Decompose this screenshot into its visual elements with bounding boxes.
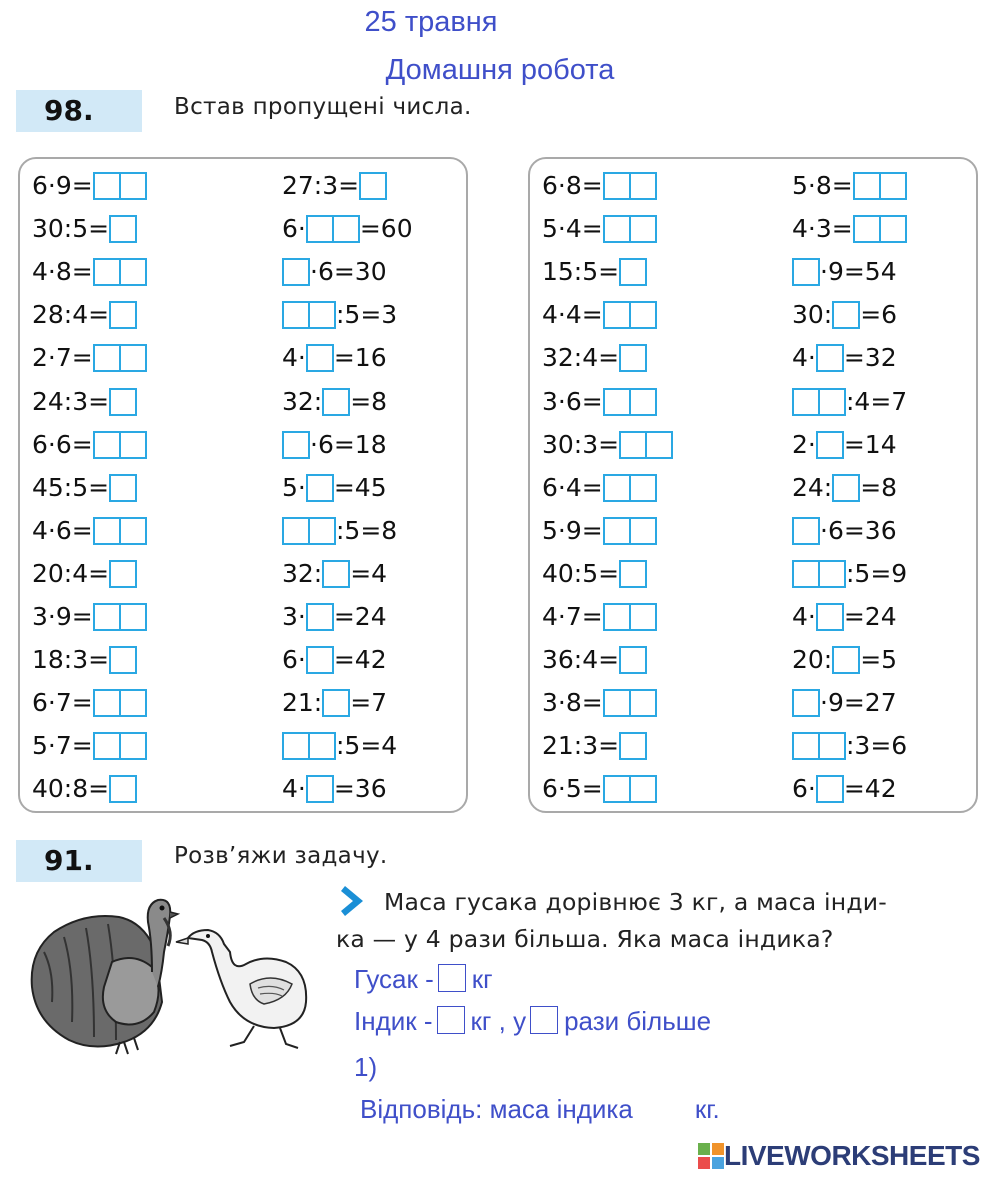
answer-box[interactable] (619, 646, 647, 674)
exercise-row (32, 600, 147, 632)
logo-blocks-icon (698, 1143, 724, 1169)
exercise-row (282, 729, 397, 761)
answer-box[interactable] (306, 646, 334, 674)
expression-suffix: ·9=27 (820, 688, 897, 718)
exercise-row (542, 514, 657, 546)
exercise-row (282, 255, 387, 287)
expression-suffix: :4=7 (846, 386, 908, 416)
problem-text-line-2: ка — у 4 рази більша. Яка маса індика? (336, 925, 834, 953)
answer-box[interactable] (631, 301, 657, 329)
exercise-row (282, 514, 397, 546)
logo-text: LIVEWORKSHEETS (724, 1140, 980, 1171)
expression-suffix: ·6=18 (310, 429, 387, 459)
exercise-row (792, 255, 897, 287)
expression-prefix: 32: (282, 558, 323, 588)
exercise-row (32, 471, 137, 503)
answer-box[interactable] (816, 344, 844, 372)
expression-suffix: =45 (333, 472, 387, 502)
expression-prefix: 4· (792, 343, 816, 373)
expression-prefix: 21: (282, 688, 323, 718)
answer-box[interactable] (93, 603, 121, 631)
expression-suffix: :5=8 (336, 515, 398, 545)
answer-box[interactable] (853, 172, 881, 200)
answer-box[interactable] (792, 388, 820, 416)
exercise-row (282, 557, 387, 589)
exercise-row (542, 385, 657, 417)
exercise-row (792, 385, 907, 417)
answer-box[interactable] (853, 215, 881, 243)
answer-box[interactable] (109, 646, 137, 674)
exercise-row (792, 772, 897, 804)
answer-box[interactable] (121, 344, 147, 372)
answer-box[interactable] (109, 215, 137, 243)
answer-box[interactable] (832, 646, 860, 674)
exercise-row (542, 212, 657, 244)
answer-box[interactable] (93, 689, 121, 717)
goose-mass-line (354, 964, 493, 995)
expression-prefix: 21:3= (542, 731, 620, 761)
expression-prefix: 4·8= (32, 257, 93, 287)
exercise-row (282, 169, 387, 201)
answer-box[interactable] (121, 603, 147, 631)
exercise-row (542, 686, 657, 718)
exercise-row (542, 772, 657, 804)
expression-suffix: =36 (333, 774, 387, 804)
expression-prefix: 4·3= (792, 214, 853, 244)
answer-box[interactable] (334, 215, 360, 243)
exercise-row (792, 514, 897, 546)
answer-box[interactable] (820, 388, 846, 416)
expression-suffix: ·6=30 (310, 257, 387, 287)
expression-prefix: 20: (792, 645, 833, 675)
answer-box[interactable] (792, 689, 820, 717)
expression-suffix: =24 (333, 602, 387, 631)
answer-box[interactable] (631, 474, 657, 502)
exercise-row (542, 471, 657, 503)
goose-label: Гусак - (354, 964, 434, 994)
answer-box[interactable] (322, 388, 350, 416)
exercise-row (792, 557, 907, 589)
task-98-title: Встав пропущені числа. (174, 94, 472, 120)
expression-suffix: =8 (350, 386, 388, 416)
exercise-row (282, 212, 413, 244)
answer-box[interactable] (121, 517, 147, 545)
exercise-row (32, 298, 137, 330)
times-more-input[interactable] (530, 1006, 558, 1034)
expression-prefix: 4· (282, 343, 306, 373)
exercise-row (32, 729, 147, 761)
exercise-row (542, 557, 647, 589)
answer-box[interactable] (832, 301, 860, 329)
expression-prefix: 5·8= (792, 171, 853, 200)
exercise-row (32, 212, 137, 244)
answer-box[interactable] (603, 603, 631, 631)
turkey-mass-line (354, 1006, 711, 1037)
expression-suffix: :5=9 (846, 558, 908, 588)
homework-heading: Домашня робота (385, 54, 615, 86)
answer-box[interactable] (619, 431, 647, 459)
exercise-row (542, 428, 673, 460)
answer-box[interactable] (631, 689, 657, 717)
expression-prefix: 6·8= (542, 171, 603, 200)
answer-box[interactable] (619, 560, 647, 588)
expression-prefix: 4·4= (542, 300, 603, 330)
exercise-row (792, 298, 897, 330)
exercise-row (32, 169, 147, 201)
answer-box[interactable] (306, 474, 334, 502)
answer-box[interactable] (306, 603, 334, 631)
answer-box[interactable] (647, 431, 673, 459)
expression-suffix: =42 (333, 645, 387, 675)
expression-prefix: 4· (282, 774, 306, 804)
expression-prefix: 18:3= (32, 645, 110, 675)
exercise-panel-left (18, 157, 468, 813)
expression-suffix: ·9=54 (820, 257, 897, 287)
turkey-icon (32, 900, 178, 1054)
expression-prefix: 4· (792, 602, 816, 631)
expression-prefix: 3· (282, 602, 306, 631)
answer-box[interactable] (121, 172, 147, 200)
answer-box[interactable] (603, 775, 631, 803)
answer-box[interactable] (282, 431, 310, 459)
answer-box[interactable] (631, 172, 657, 200)
expression-prefix: 30:3= (542, 429, 620, 459)
expression-prefix: 2· (792, 429, 816, 459)
expression-suffix: =24 (843, 602, 897, 631)
exercise-row (282, 298, 397, 330)
expression-prefix: 24:3= (32, 386, 110, 416)
exercise-row (792, 471, 897, 503)
goose-mass-input[interactable] (438, 964, 466, 992)
answer-box[interactable] (603, 474, 631, 502)
expression-prefix: 40:5= (542, 558, 620, 588)
expression-suffix: =42 (843, 774, 897, 804)
answer-box[interactable] (820, 560, 846, 588)
answer-box[interactable] (359, 172, 387, 200)
task-91-title: Розв’яжи задачу. (174, 843, 388, 869)
expression-prefix: 40:8= (32, 774, 110, 804)
answer-box[interactable] (322, 560, 350, 588)
answer-box[interactable] (306, 215, 334, 243)
expression-prefix: 15:5= (542, 257, 620, 287)
expression-prefix: 6·7= (32, 688, 93, 718)
answer-text: Відповідь: маса індика (360, 1094, 633, 1124)
step-1-label: 1) (354, 1052, 378, 1082)
exercise-row (282, 643, 387, 675)
answer-box[interactable] (792, 560, 820, 588)
exercise-row (792, 341, 897, 373)
expression-prefix: 4·7= (542, 602, 603, 631)
answer-box[interactable] (603, 388, 631, 416)
answer-box[interactable] (121, 732, 147, 760)
expression-prefix: 28:4= (32, 300, 110, 330)
expression-prefix: 3·8= (542, 688, 603, 718)
expression-suffix: =60 (359, 214, 413, 244)
expression-suffix: :5=3 (336, 300, 398, 330)
exercise-row (792, 600, 897, 632)
exercise-row (282, 600, 387, 632)
expression-prefix: 5·4= (542, 214, 603, 244)
answer-box[interactable] (603, 517, 631, 545)
expression-prefix: 5·9= (542, 515, 603, 545)
exercise-row (542, 169, 657, 201)
answer-box[interactable] (282, 301, 310, 329)
answer-box[interactable] (792, 517, 820, 545)
exercise-row (32, 772, 137, 804)
exercise-row (282, 772, 387, 804)
expression-suffix: =6 (860, 300, 898, 330)
answer-box[interactable] (109, 388, 137, 416)
answer-box[interactable] (619, 344, 647, 372)
answer-line (360, 1094, 720, 1125)
answer-box[interactable] (603, 689, 631, 717)
expression-prefix: 6·5= (542, 774, 603, 804)
exercise-row (792, 212, 907, 244)
answer-box[interactable] (603, 215, 631, 243)
expression-suffix: :5=4 (336, 731, 398, 761)
task-98-number: 98. (16, 90, 142, 132)
problem-text-line-1: Маса гусака дорівнює 3 кг, а маса інди- (384, 888, 887, 916)
expression-suffix: =7 (350, 688, 388, 718)
expression-prefix: 30:5= (32, 214, 110, 244)
answer-box[interactable] (121, 431, 147, 459)
answer-box[interactable] (121, 258, 147, 286)
exercise-row (542, 341, 647, 373)
answer-box[interactable] (93, 258, 121, 286)
expression-prefix: 32:4= (542, 343, 620, 373)
answer-box[interactable] (93, 431, 121, 459)
answer-box[interactable] (792, 258, 820, 286)
expression-prefix: 36:4= (542, 645, 620, 675)
expression-prefix: 6· (282, 214, 306, 244)
exercise-row (542, 298, 657, 330)
exercise-row (282, 341, 387, 373)
expression-prefix: 24: (792, 472, 833, 502)
answer-box[interactable] (282, 517, 310, 545)
expression-prefix: 6·9= (32, 171, 93, 200)
task-91-number: 91. (16, 840, 142, 882)
answer-box[interactable] (631, 517, 657, 545)
answer-box[interactable] (631, 603, 657, 631)
expression-prefix: 6·4= (542, 472, 603, 502)
answer-box[interactable] (619, 732, 647, 760)
answer-box[interactable] (93, 732, 121, 760)
answer-box[interactable] (282, 732, 310, 760)
answer-box[interactable] (816, 431, 844, 459)
exercise-row (32, 643, 137, 675)
answer-box[interactable] (109, 560, 137, 588)
answer-box[interactable] (109, 775, 137, 803)
exercise-row (792, 729, 907, 761)
expression-suffix: =4 (350, 558, 388, 588)
answer-box[interactable] (603, 172, 631, 200)
answer-box[interactable] (93, 344, 121, 372)
exercise-row (792, 686, 897, 718)
exercise-row (32, 428, 147, 460)
expression-prefix: 3·6= (542, 386, 603, 416)
expression-prefix: 2·7= (32, 343, 93, 373)
exercise-row (282, 428, 387, 460)
answer-box[interactable] (121, 689, 147, 717)
answer-box[interactable] (881, 215, 907, 243)
answer-box[interactable] (603, 301, 631, 329)
exercise-row (542, 643, 647, 675)
expression-suffix: :3=6 (846, 731, 908, 761)
answer-box[interactable] (93, 517, 121, 545)
goose-unit: кг (471, 964, 493, 994)
answer-box[interactable] (816, 603, 844, 631)
expression-prefix: 4·6= (32, 515, 93, 545)
exercise-panel-right (528, 157, 978, 813)
expression-prefix: 6· (282, 645, 306, 675)
expression-prefix: 3·9= (32, 602, 93, 631)
answer-box[interactable] (310, 517, 336, 545)
exercise-row (32, 514, 147, 546)
answer-box[interactable] (816, 775, 844, 803)
expression-suffix: =8 (860, 472, 898, 502)
expression-suffix: =32 (843, 343, 897, 373)
exercise-row (792, 428, 897, 460)
exercise-row (542, 255, 647, 287)
exercise-row (282, 385, 387, 417)
answer-box[interactable] (631, 388, 657, 416)
answer-box[interactable] (306, 775, 334, 803)
answer-box[interactable] (310, 732, 336, 760)
exercise-row (792, 643, 897, 675)
expression-prefix: 32: (282, 386, 323, 416)
chevron-right-icon (339, 884, 369, 918)
exercise-row (32, 557, 137, 589)
exercise-row (282, 471, 387, 503)
turkey-unit: кг , у (470, 1006, 527, 1036)
liveworksheets-logo (698, 1140, 980, 1172)
expression-prefix: 45:5= (32, 472, 110, 502)
answer-box[interactable] (306, 344, 334, 372)
expression-prefix: 30: (792, 300, 833, 330)
exercise-row (542, 600, 657, 632)
answer-box[interactable] (619, 258, 647, 286)
expression-suffix: =14 (843, 429, 897, 459)
exercise-row (32, 255, 147, 287)
expression-suffix: =5 (860, 645, 898, 675)
expression-suffix: ·6=36 (820, 515, 897, 545)
exercise-row (32, 341, 147, 373)
answer-box[interactable] (310, 301, 336, 329)
answer-unit: кг. (694, 1094, 720, 1124)
answer-box[interactable] (832, 474, 860, 502)
turkey-mass-input[interactable] (437, 1006, 465, 1034)
answer-box[interactable] (820, 732, 846, 760)
expression-prefix: 6· (792, 774, 816, 804)
expression-prefix: 20:4= (32, 558, 110, 588)
exercise-row (32, 385, 137, 417)
exercise-row (792, 169, 907, 201)
date-heading: 25 травня (364, 6, 498, 38)
answer-box[interactable] (322, 689, 350, 717)
answer-box[interactable] (109, 301, 137, 329)
turkey-label: Індик - (354, 1006, 433, 1036)
exercise-row (282, 686, 387, 718)
expression-prefix: 27:3= (282, 171, 360, 200)
goose-icon (176, 930, 306, 1048)
answer-box[interactable] (93, 172, 121, 200)
answer-box[interactable] (109, 474, 137, 502)
exercise-row (32, 686, 147, 718)
exercise-row (542, 729, 647, 761)
expression-prefix: 6·6= (32, 429, 93, 459)
expression-prefix: 5·7= (32, 731, 93, 761)
answer-box[interactable] (631, 775, 657, 803)
turkey-and-goose-illustration (24, 892, 320, 1062)
expression-suffix: =16 (333, 343, 387, 373)
turkey-tail: рази більше (564, 1006, 712, 1036)
answer-box[interactable] (631, 215, 657, 243)
answer-box[interactable] (792, 732, 820, 760)
answer-box[interactable] (282, 258, 310, 286)
expression-prefix: 5· (282, 472, 306, 502)
answer-box[interactable] (881, 172, 907, 200)
